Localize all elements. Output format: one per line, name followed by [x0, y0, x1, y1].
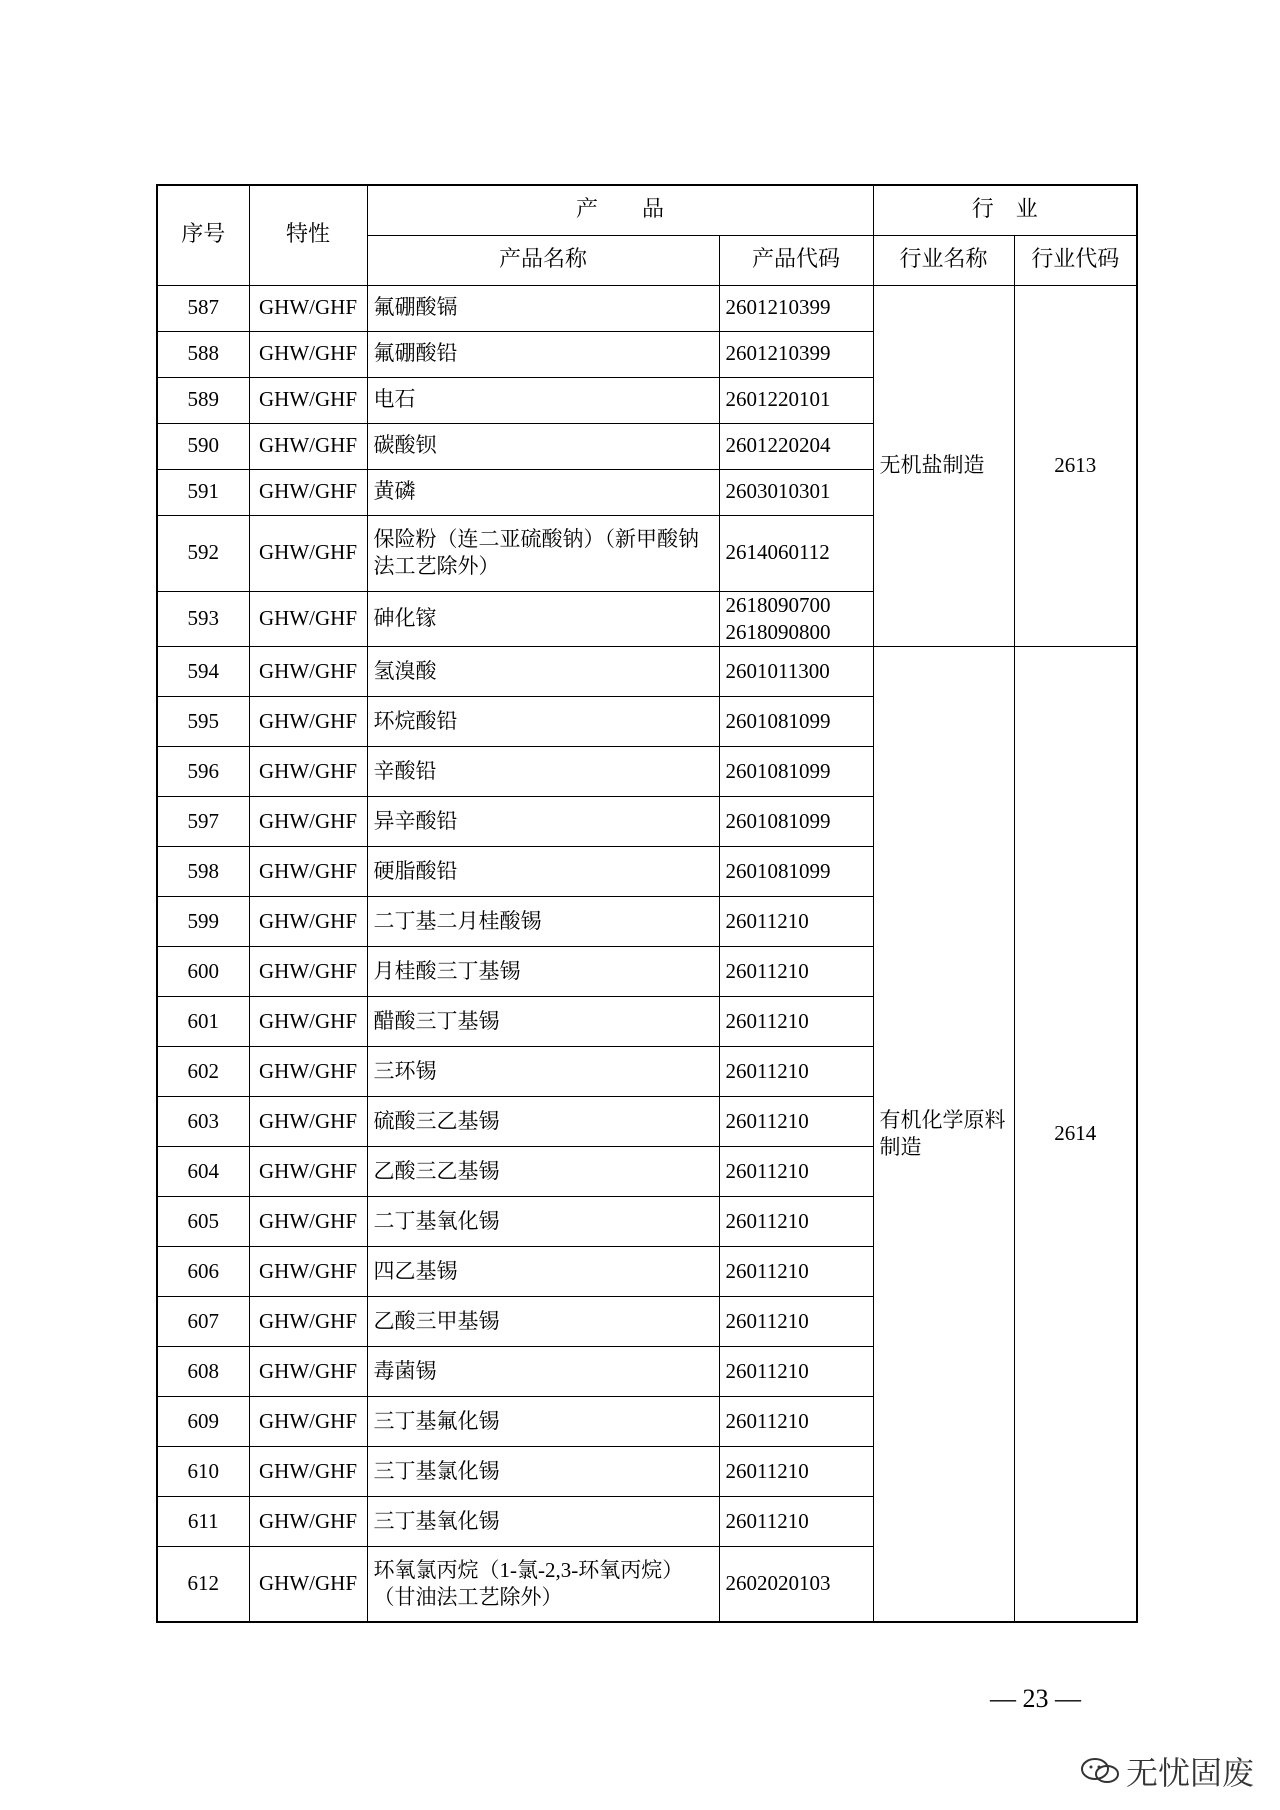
row-property: GHW/GHF — [249, 1497, 367, 1547]
row-product-name: 黄磷 — [367, 469, 719, 515]
row-seq: 589 — [157, 377, 249, 423]
row-seq: 595 — [157, 697, 249, 747]
row-property: GHW/GHF — [249, 591, 367, 647]
row-seq: 590 — [157, 423, 249, 469]
row-property: GHW/GHF — [249, 1047, 367, 1097]
row-property: GHW/GHF — [249, 747, 367, 797]
row-product-code: 26011210 — [719, 1247, 873, 1297]
row-product-code: 2601081099 — [719, 797, 873, 847]
row-product-code: 2601081099 — [719, 697, 873, 747]
row-property: GHW/GHF — [249, 377, 367, 423]
row-property: GHW/GHF — [249, 847, 367, 897]
row-product-code: 2614060112 — [719, 515, 873, 591]
row-property: GHW/GHF — [249, 1097, 367, 1147]
row-product-code: 2601220204 — [719, 423, 873, 469]
row-property: GHW/GHF — [249, 1147, 367, 1197]
header-seq: 序号 — [157, 185, 249, 285]
watermark-text: 无忧固废 — [1126, 1754, 1255, 1792]
row-property: GHW/GHF — [249, 897, 367, 947]
row-product-name: 环烷酸铅 — [367, 697, 719, 747]
header-product: 产 品 — [367, 185, 873, 235]
row-property: GHW/GHF — [249, 285, 367, 331]
row-product-name: 异辛酸铅 — [367, 797, 719, 847]
row-product-code: 26011210 — [719, 1397, 873, 1447]
row-seq: 604 — [157, 1147, 249, 1197]
row-product-name: 砷化镓 — [367, 591, 719, 647]
table-row — [157, 647, 1137, 697]
row-product-name: 三丁基氯化锡 — [367, 1447, 719, 1497]
header-industry: 行 业 — [873, 185, 1137, 235]
row-seq: 605 — [157, 1197, 249, 1247]
row-product-code: 2601011300 — [719, 647, 873, 697]
row-product-name: 二丁基氧化锡 — [367, 1197, 719, 1247]
row-seq: 601 — [157, 997, 249, 1047]
row-seq: 611 — [157, 1497, 249, 1547]
row-property: GHW/GHF — [249, 997, 367, 1047]
table-row — [157, 285, 1137, 331]
row-seq: 596 — [157, 747, 249, 797]
row-product-code: 26011210 — [719, 1097, 873, 1147]
row-seq: 602 — [157, 1047, 249, 1097]
header-industry-code: 行业代码 — [1014, 235, 1137, 285]
row-seq: 588 — [157, 331, 249, 377]
row-seq: 597 — [157, 797, 249, 847]
industry-name-2: 有机化学原料制造 — [873, 647, 1014, 1622]
row-property: GHW/GHF — [249, 647, 367, 697]
row-product-code: 2601210399 — [719, 285, 873, 331]
row-seq: 592 — [157, 515, 249, 591]
row-product-name: 乙酸三乙基锡 — [367, 1147, 719, 1197]
page-number: — 23 — — [990, 1684, 1081, 1713]
row-property: GHW/GHF — [249, 1347, 367, 1397]
row-seq: 612 — [157, 1547, 249, 1622]
row-product-name: 氢溴酸 — [367, 647, 719, 697]
row-property: GHW/GHF — [249, 515, 367, 591]
row-product-code: 26011210 — [719, 1147, 873, 1197]
row-product-code: 26011210 — [719, 1297, 873, 1347]
row-product-name: 乙酸三甲基锡 — [367, 1297, 719, 1347]
watermark — [1080, 1748, 1254, 1794]
industry-name-1: 无机盐制造 — [873, 285, 1014, 647]
row-product-code: 2618090700 2618090800 — [719, 591, 873, 647]
row-product-code: 26011210 — [719, 1197, 873, 1247]
row-product-name: 毒菌锡 — [367, 1347, 719, 1397]
product-industry-table — [156, 184, 1138, 1623]
row-seq: 591 — [157, 469, 249, 515]
row-property: GHW/GHF — [249, 423, 367, 469]
row-product-code: 26011210 — [719, 1447, 873, 1497]
row-seq: 600 — [157, 947, 249, 997]
row-property: GHW/GHF — [249, 797, 367, 847]
header-industry-name: 行业名称 — [873, 235, 1014, 285]
row-seq: 609 — [157, 1397, 249, 1447]
row-product-name: 碳酸钡 — [367, 423, 719, 469]
row-product-name: 氟硼酸镉 — [367, 285, 719, 331]
row-product-code: 2601081099 — [719, 747, 873, 797]
row-product-name: 二丁基二月桂酸锡 — [367, 897, 719, 947]
row-property: GHW/GHF — [249, 1397, 367, 1447]
row-property: GHW/GHF — [249, 697, 367, 747]
row-product-name: 氟硼酸铅 — [367, 331, 719, 377]
row-product-code: 2603010301 — [719, 469, 873, 515]
row-seq: 587 — [157, 285, 249, 331]
header-product-name: 产品名称 — [367, 235, 719, 285]
row-product-name: 月桂酸三丁基锡 — [367, 947, 719, 997]
row-product-name: 三丁基氧化锡 — [367, 1497, 719, 1547]
row-product-code: 2601220101 — [719, 377, 873, 423]
row-property: GHW/GHF — [249, 1297, 367, 1347]
row-product-name: 三丁基氟化锡 — [367, 1397, 719, 1447]
row-seq: 593 — [157, 591, 249, 647]
row-product-name: 醋酸三丁基锡 — [367, 997, 719, 1047]
industry-code-2: 2614 — [1014, 647, 1137, 1622]
row-product-code: 26011210 — [719, 1047, 873, 1097]
row-property: GHW/GHF — [249, 947, 367, 997]
row-product-code: 26011210 — [719, 897, 873, 947]
row-seq: 603 — [157, 1097, 249, 1147]
row-property: GHW/GHF — [249, 469, 367, 515]
row-product-code: 26011210 — [719, 997, 873, 1047]
row-property: GHW/GHF — [249, 1447, 367, 1497]
row-property: GHW/GHF — [249, 1197, 367, 1247]
row-product-name: 电石 — [367, 377, 719, 423]
row-seq: 598 — [157, 847, 249, 897]
row-property: GHW/GHF — [249, 1547, 367, 1622]
row-seq: 608 — [157, 1347, 249, 1397]
row-seq: 594 — [157, 647, 249, 697]
row-product-code: 2602020103 — [719, 1547, 873, 1622]
row-product-name: 硬脂酸铅 — [367, 847, 719, 897]
row-product-name: 三环锡 — [367, 1047, 719, 1097]
row-product-name: 辛酸铅 — [367, 747, 719, 797]
row-product-code: 26011210 — [719, 1497, 873, 1547]
row-seq: 606 — [157, 1247, 249, 1297]
row-seq: 607 — [157, 1297, 249, 1347]
row-seq: 610 — [157, 1447, 249, 1497]
row-seq: 599 — [157, 897, 249, 947]
header-property: 特性 — [249, 185, 367, 285]
row-product-code: 26011210 — [719, 1347, 873, 1397]
row-property: GHW/GHF — [249, 1247, 367, 1297]
chat-bubble-icon — [1080, 1756, 1120, 1786]
row-product-name: 环氧氯丙烷（1-氯-2,3-环氧丙烷）（甘油法工艺除外） — [367, 1547, 719, 1622]
row-product-code: 2601210399 — [719, 331, 873, 377]
header-product-code: 产品代码 — [719, 235, 873, 285]
row-product-code: 26011210 — [719, 947, 873, 997]
row-product-name: 保险粉（连二亚硫酸钠）（新甲酸钠法工艺除外） — [367, 515, 719, 591]
industry-code-1: 2613 — [1014, 285, 1137, 647]
row-property: GHW/GHF — [249, 331, 367, 377]
row-product-code: 2601081099 — [719, 847, 873, 897]
row-product-name: 硫酸三乙基锡 — [367, 1097, 719, 1147]
row-product-name: 四乙基锡 — [367, 1247, 719, 1297]
